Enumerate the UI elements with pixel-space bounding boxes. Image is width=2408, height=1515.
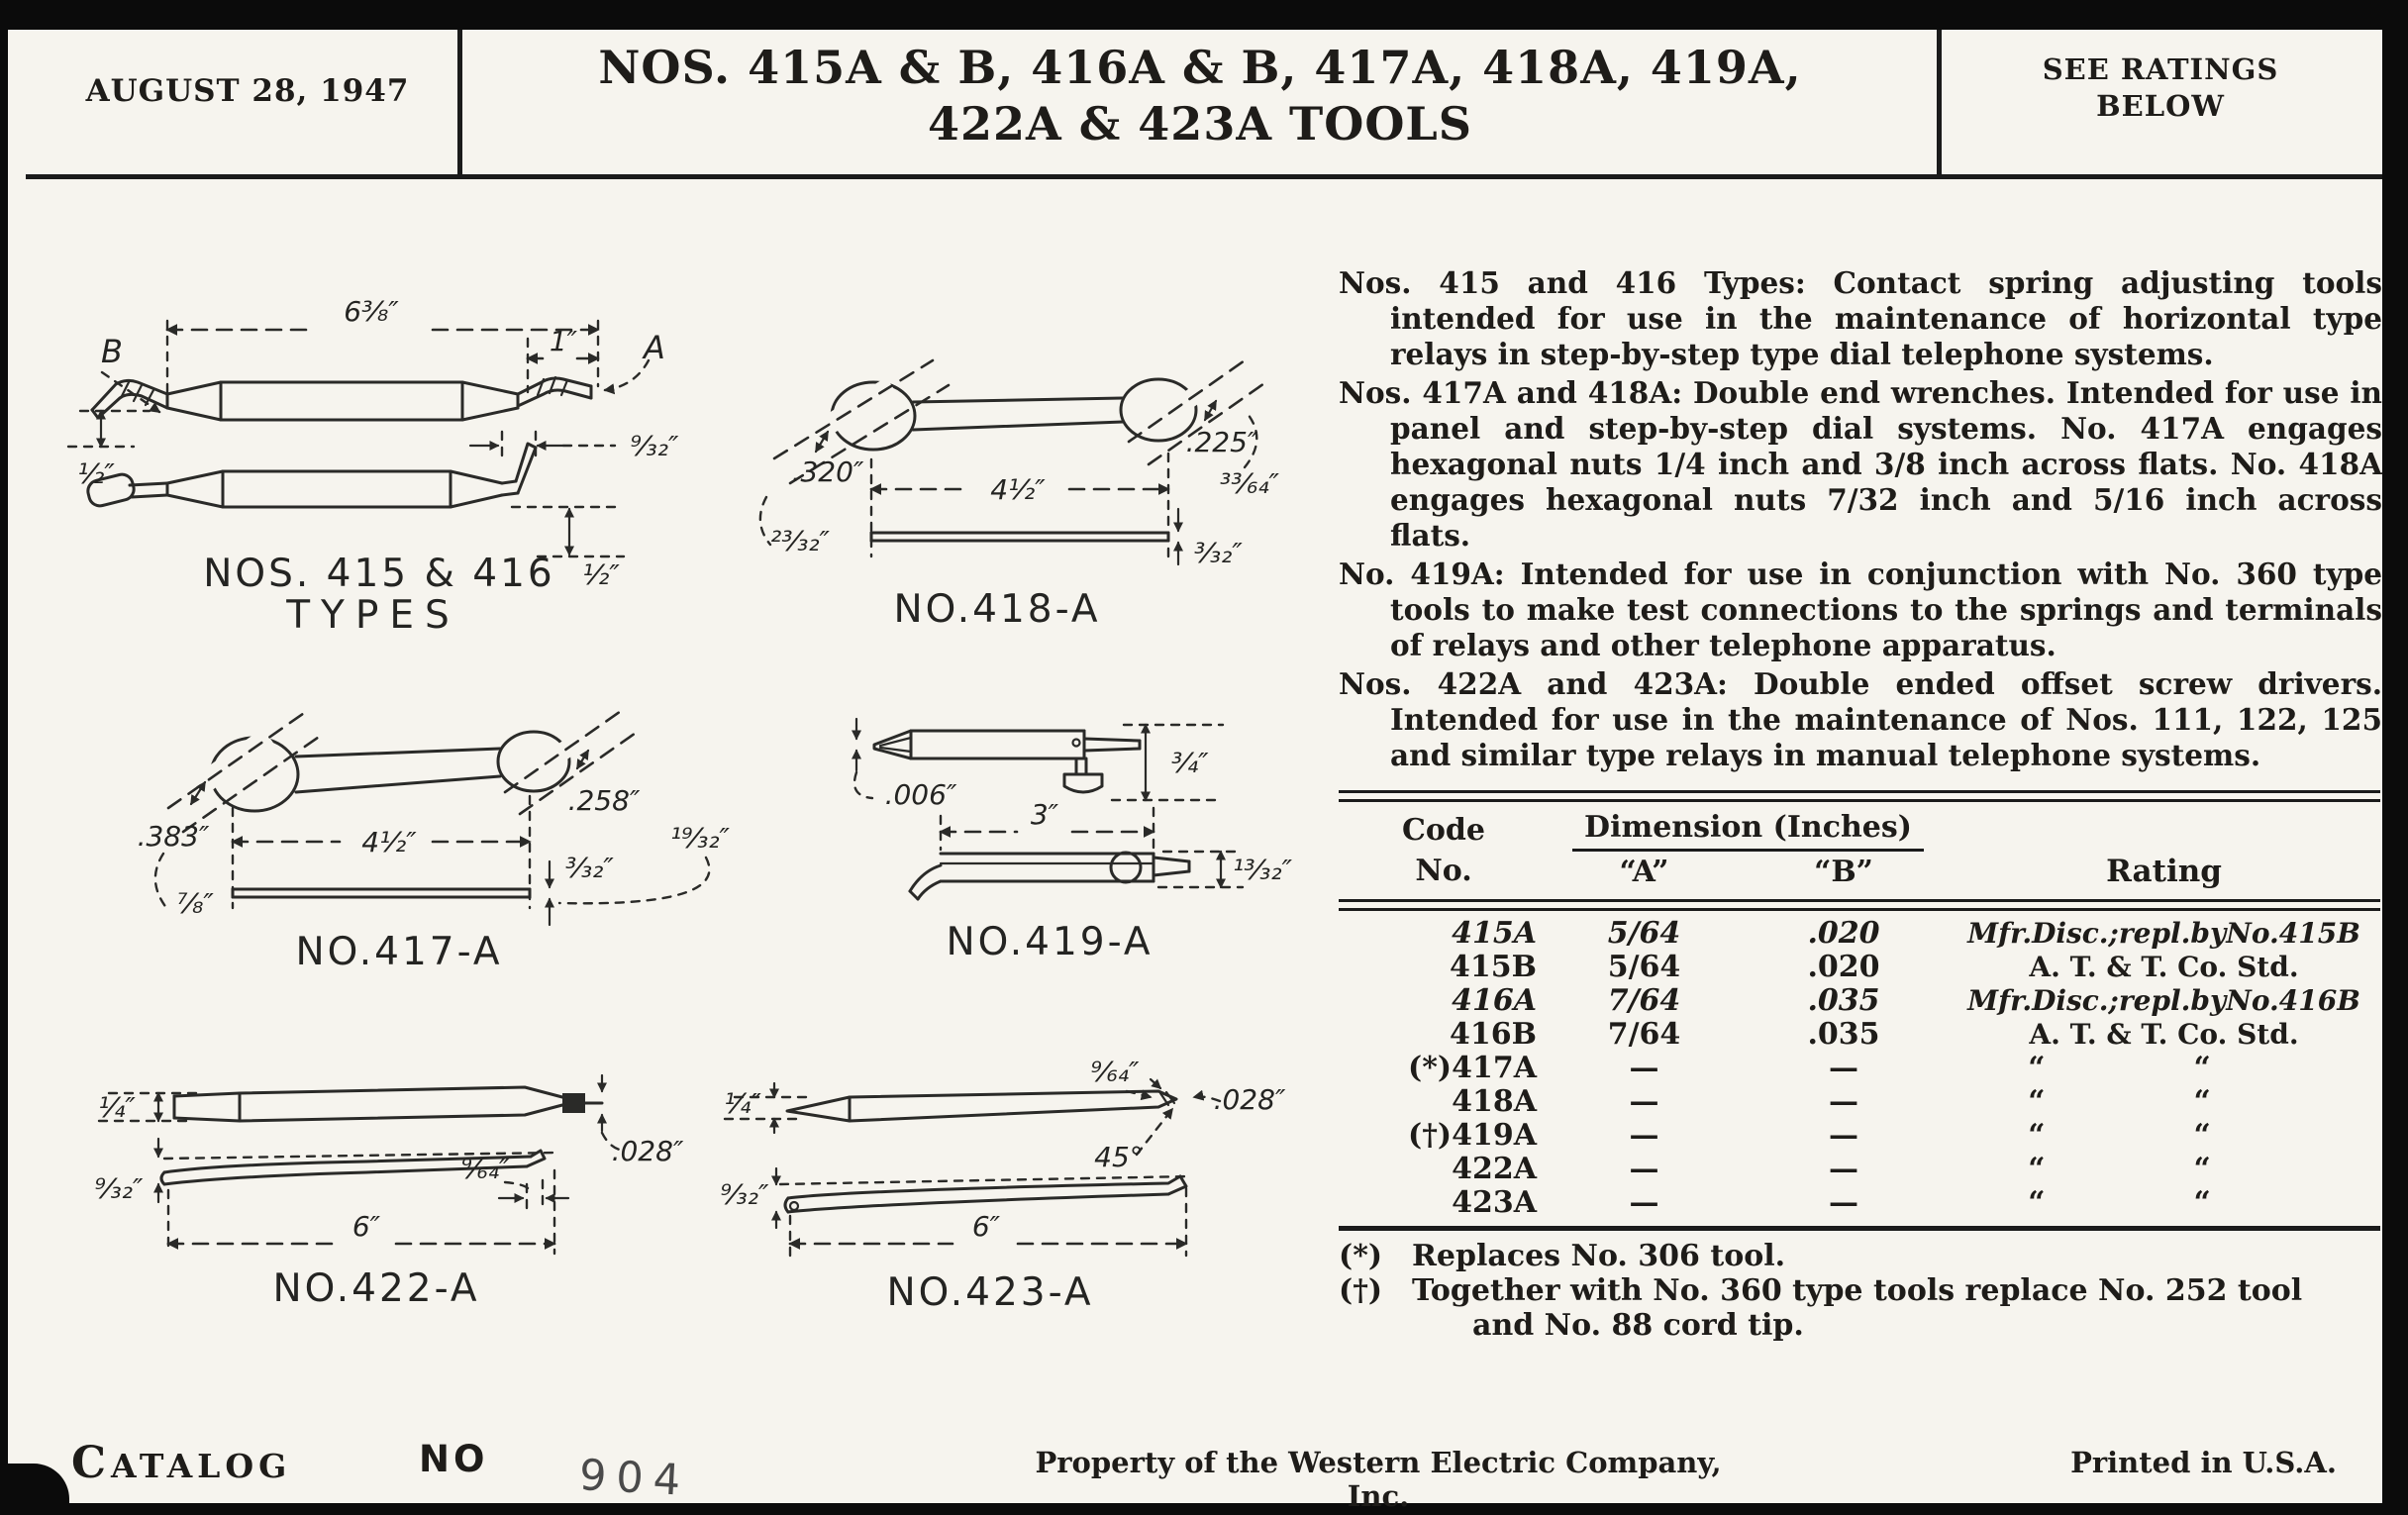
- page-title-line2: 422A & 423A TOOLS: [928, 97, 1472, 151]
- dim-length: 3″: [1030, 798, 1059, 831]
- dim-length: 4¹⁄₂″: [361, 826, 417, 858]
- dim-side: ⁹⁄₃₂″: [720, 1178, 769, 1211]
- dim-tip: .028″: [1213, 1083, 1286, 1116]
- description-paragraph: Nos. 415 and 416 Types: Contact spring adjusting tools intended for use in the maintenance of horizontal type relays in step-by-step type dial telephone systems.: [1339, 265, 2382, 371]
- dim-length: 6″: [351, 1210, 381, 1243]
- dim-length: 6″: [971, 1210, 1001, 1243]
- dim-height: ³⁄₄″: [1171, 747, 1209, 779]
- column-header-a: “A”: [1619, 855, 1669, 889]
- table-row: 415B 5/64 .020 A. T. & T. Co. Std.: [1450, 950, 2299, 984]
- dim-width: ¹⁄₄″: [724, 1087, 761, 1120]
- dim-left-offset: ¹⁄₂″: [77, 457, 115, 490]
- table-row: 416A 7/64 .035 Mfr.Disc.;repl.byNo.416B: [1452, 983, 2360, 1018]
- tool-outline-top: [174, 1087, 602, 1121]
- dim-large-width: ³³⁄₆₄″: [1219, 467, 1280, 500]
- table-row: 422A — — “ “: [1452, 1152, 2211, 1186]
- footnote-text: Replaces No. 306 tool.: [1412, 1239, 1786, 1273]
- table-row: (†)419A — — “ “: [1408, 1118, 2211, 1153]
- figure-no-422a: [69, 1060, 723, 1317]
- page-date: AUGUST 28, 1947: [85, 73, 410, 109]
- page-title-line1: NOS. 415A & B, 416A & B, 417A, 418A, 419A,: [598, 41, 1802, 94]
- dim-large-width: ¹⁹⁄₃₂″: [669, 822, 731, 855]
- dim-small-width: ²³⁄₃₂″: [769, 525, 831, 557]
- dim-small-width: ⁷⁄₈″: [176, 887, 214, 920]
- figure-nos-415-416: [54, 287, 728, 644]
- dim-hook: ⁹⁄₆₄″: [460, 1153, 510, 1185]
- column-header-dimension: Dimension (Inches) “A” “B”: [1549, 810, 1948, 893]
- table-header: [1339, 802, 2380, 899]
- figure-no-418a: [705, 358, 1339, 656]
- dim-small-jaw: .383″: [137, 820, 210, 853]
- table-header-rule: [1339, 899, 2380, 911]
- dim-thickness: ³⁄₃₂″: [565, 852, 614, 884]
- printed-note: Printed in U.S.A.: [2070, 1446, 2337, 1479]
- dim-hook: ⁹⁄₆₄″: [1090, 1056, 1140, 1088]
- table-top-rule: [1339, 790, 2380, 802]
- tool-outline-top: [787, 1091, 1176, 1121]
- dim-length: 4¹⁄₂″: [990, 473, 1046, 506]
- table-bottom-rule: [1339, 1226, 2380, 1231]
- column-header-code: Code No.: [1402, 813, 1485, 888]
- table-row: 415A 5/64 .020 Mfr.Disc.;repl.byNo.415B: [1452, 916, 2360, 951]
- dim-right-width: ⁹⁄₃₂″: [630, 430, 679, 462]
- dim-tip: 1″: [549, 325, 578, 357]
- description-paragraph: No. 419A: Intended for use in conjunction with No. 360 type tools to make test connections to the springs and terminals of relays and other telephone apparatus.: [1339, 556, 2382, 662]
- see-ratings-note: SEE RATINGS BELOW: [2042, 52, 2279, 123]
- page-title: [465, 40, 1935, 152]
- table-row: (*)417A — — “ “: [1408, 1051, 2211, 1085]
- footnote-symbol: (*): [1339, 1239, 1383, 1273]
- figure-caption: NO.419-A: [946, 920, 1154, 964]
- dim-overall: 6³⁄₈″: [344, 295, 399, 328]
- figure-caption: NOS. 415 & 416: [203, 552, 555, 596]
- figure-caption: NO.423-A: [886, 1270, 1094, 1315]
- dim-tip: .028″: [611, 1135, 684, 1167]
- description-paragraph: Nos. 417A and 418A: Double end wrenches. Intended for use in panel and step-by-step dial systems. No. 417A engages hexagonal nuts 1/4 inch and 3/8 inch across flats. No. 418A engages hexagonal nuts 7/32 inch and 5/16 inch across flats.: [1339, 375, 2382, 553]
- dim-body: ¹³⁄₃₂″: [1233, 854, 1293, 886]
- footnote-text: Together with No. 360 type tools replace No. 252 tool: [1412, 1273, 2303, 1308]
- property-note: Property of the Western Electric Company, Inc.: [1035, 1446, 1722, 1513]
- catalog-no-label: NO: [419, 1438, 489, 1480]
- header-divider-left: [457, 30, 462, 176]
- figure-caption: NO.422-A: [272, 1266, 480, 1311]
- ratings-table: [1339, 790, 2380, 1343]
- tool-outline-bottom: [780, 1176, 1190, 1212]
- dim-thickness: ³⁄₃₂″: [1194, 537, 1243, 569]
- figure-no-417a: [84, 705, 738, 1002]
- tool-outline-bottom: [86, 444, 536, 508]
- dim-bottom-offset: ¹⁄₂″: [582, 558, 620, 591]
- figure-caption-2: TYPES: [286, 593, 460, 638]
- figure-no-423a: [703, 1058, 1356, 1325]
- table-body: [1339, 911, 2380, 1224]
- catalog-label: CATALOG: [71, 1438, 292, 1488]
- dim-small-jaw: .320″: [791, 455, 864, 488]
- table-row: 423A — — “ “: [1452, 1185, 2211, 1220]
- catalog-number-stamp: 904: [577, 1451, 692, 1506]
- table-row: 418A — — “ “: [1452, 1084, 2211, 1119]
- dim-large-jaw: .258″: [567, 784, 641, 817]
- dim-large-jaw: .225″: [1185, 426, 1258, 458]
- header-rule: [26, 174, 2382, 179]
- figure-no-419a: [827, 705, 1322, 992]
- tool-outline-bottom: [910, 853, 1189, 899]
- header-divider-right: [1937, 30, 1942, 176]
- label-b: B: [101, 333, 123, 370]
- table-row: 416B 7/64 .035 A. T. & T. Co. Std.: [1450, 1017, 2299, 1052]
- scan-top-edge: [0, 0, 2408, 30]
- table-footnotes: [1339, 1239, 2380, 1343]
- dim-side: ⁹⁄₃₂″: [94, 1172, 144, 1205]
- tool-outline: [814, 371, 1224, 541]
- description-block: [1339, 265, 2382, 776]
- column-header-rating: Rating: [2106, 854, 2222, 889]
- figure-caption: NO.417-A: [295, 930, 503, 974]
- label-a: A: [644, 329, 665, 366]
- footnote-text-continued: and No. 88 cord tip.: [1472, 1308, 1804, 1343]
- dim-angle: 45°: [1094, 1141, 1144, 1173]
- column-header-b: “B”: [1814, 855, 1873, 889]
- description-paragraph: Nos. 422A and 423A: Double ended offset screw drivers. Intended for use in the maintenance of Nos. 111, 122, 125 and similar type relays in manual telephone systems.: [1339, 666, 2382, 772]
- dim-tip: .006″: [884, 778, 957, 811]
- dim-width: ¹⁄₄″: [98, 1091, 136, 1124]
- figure-caption: NO.418-A: [893, 587, 1101, 632]
- footnote-symbol: (†): [1339, 1273, 1383, 1308]
